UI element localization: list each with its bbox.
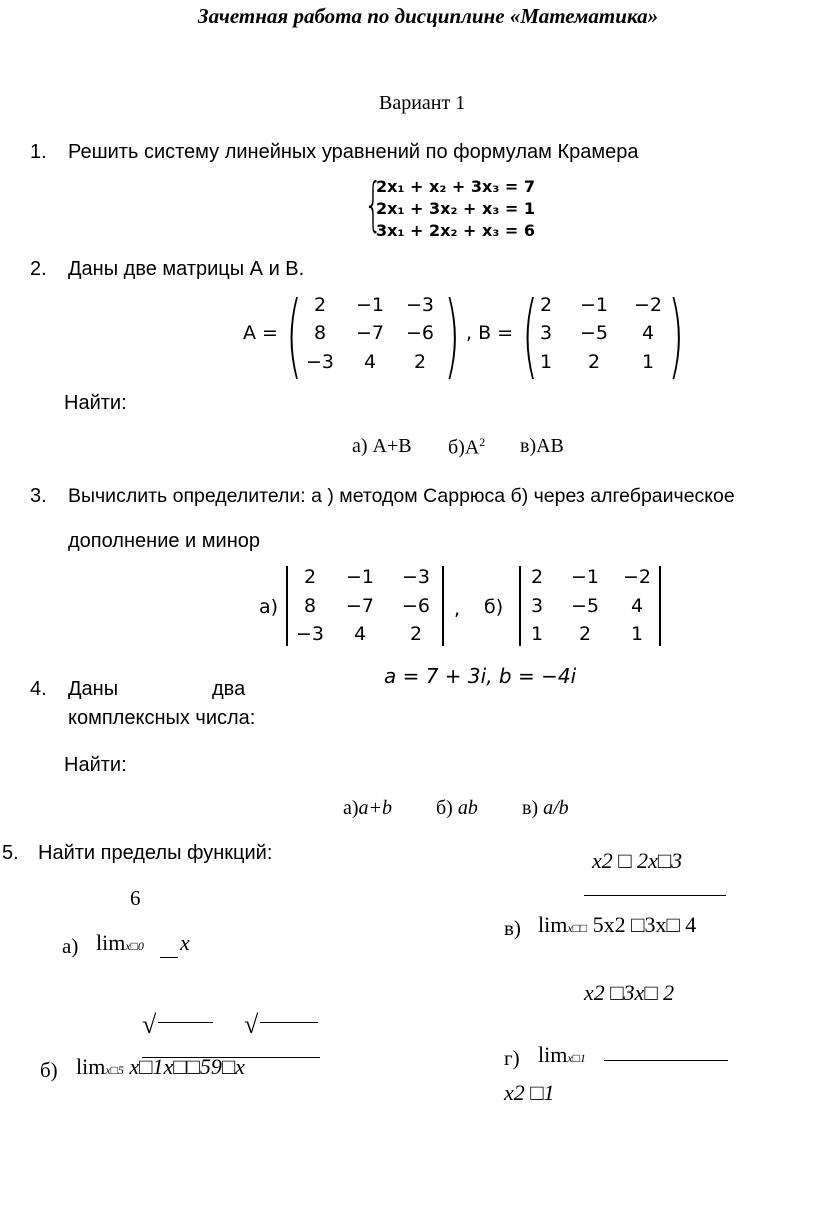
matrix-a-cell: 8 [313, 322, 327, 344]
limit-a-label: а) [62, 934, 79, 958]
limit-c-fraction-bar [584, 895, 726, 896]
linear-system [364, 170, 564, 246]
complex-numbers-formula: a = 7 + 3i, b = −4i [384, 664, 577, 688]
task2-part-b: $б)А^2$ [448, 435, 486, 459]
matrix-b-cell: 4 [641, 322, 655, 344]
limit-b-label: б) [40, 1058, 58, 1082]
task2-part-a: а) А+В [352, 435, 412, 457]
limit-a-denominator: x [180, 930, 190, 955]
det-a-cell: −3 [401, 566, 430, 588]
matrix-a-cell: 2 [313, 294, 327, 316]
matrix-b-cell: 2 [587, 351, 601, 373]
limit-b-radical-1-bar [158, 1022, 213, 1023]
limit-c-label: в) [504, 916, 521, 940]
det-b-cell: 2 [530, 566, 544, 588]
limit-a-expression: limx□0 [96, 930, 144, 955]
det-b-cell: 3 [530, 595, 544, 617]
limit-c-expression: limx□□ 5x2 □3x□ 4 [538, 912, 697, 937]
matrix-b-cell: 2 [539, 294, 553, 316]
task4-part-c: в) a/b [522, 797, 569, 819]
task3-text-line2: дополнение и минор [68, 530, 260, 552]
matrix-a [286, 282, 466, 389]
det-a-cell: −7 [345, 595, 374, 617]
task3-text-line1: Вычислить определители: а ) методом Саррюса б) через алгебраическое [68, 485, 735, 507]
task1-number: 1. [30, 141, 47, 163]
det-a-label: а) [259, 596, 279, 618]
task4-part-b: б) ab [436, 797, 478, 819]
matrix-a-cell: −1 [355, 294, 384, 316]
matrix-a-cell: 4 [363, 351, 377, 373]
limit-d-label: г) [504, 1046, 520, 1070]
det-b-cell: 1 [630, 623, 644, 645]
det-comma: , [454, 598, 461, 620]
det-a-cell: −1 [345, 566, 374, 588]
determinant-b [519, 564, 669, 650]
det-a-cell: 8 [303, 595, 317, 617]
matrix-a-left-paren: ( [286, 282, 303, 389]
matrix-a-cell: 2 [413, 351, 427, 373]
limit-c-numerator: x2 □ 2x□3 [592, 848, 683, 873]
limit-d-numerator: x2 □3x□ 2 [584, 980, 675, 1005]
matrix-b-label: , B = [466, 322, 514, 344]
matrix-b-cell: 3 [539, 322, 553, 344]
det-b-cell: 4 [630, 595, 644, 617]
task4-number: 4. [30, 678, 47, 700]
task4-word-2: два [212, 678, 246, 700]
matrix-a-cell: −6 [405, 322, 434, 344]
task5-text: Найти пределы функций: [38, 842, 273, 864]
task3-number: 3. [30, 485, 47, 507]
task4-line-2: комплексных числа: [68, 707, 256, 729]
det-a-cell: −6 [401, 595, 430, 617]
task2-number: 2. [30, 258, 47, 280]
matrix-b-left-paren: ( [522, 282, 539, 389]
system-equation-3: 3x₁ + 2x₂ + x₃ = 6 [376, 221, 536, 240]
det-b-cell: −1 [570, 566, 599, 588]
task2-find: Найти: [64, 392, 127, 414]
limit-b-radical-2-bar [260, 1022, 318, 1023]
matrix-b-cell: 1 [539, 351, 553, 373]
limit-d-lim: limx□1 [538, 1042, 586, 1067]
matrix-b-cell: 1 [641, 351, 655, 373]
det-a-cell: 2 [409, 623, 423, 645]
matrix-b-cell: −1 [579, 294, 608, 316]
matrix-a-cell: −7 [355, 322, 384, 344]
det-a-cell: 4 [353, 623, 367, 645]
task4-find: Найти: [64, 754, 127, 776]
limit-d-denominator: x2 □1 [504, 1080, 555, 1105]
matrix-b-cell: −2 [633, 294, 662, 316]
det-a-right-bar [442, 566, 444, 646]
system-equation-2: 2x₁ + 3x₂ + x₃ = 1 [376, 199, 536, 218]
det-b-cell: 1 [530, 623, 544, 645]
system-equation-1: 2x₁ + x₂ + 3x₃ = 7 [376, 177, 536, 196]
det-b-cell: 2 [578, 623, 592, 645]
task4-part-a: а)a+b [343, 797, 393, 819]
task1-text: Решить систему линейных уравнений по формулам Крамера [68, 141, 639, 163]
det-b-right-bar [659, 566, 661, 646]
task5-number: 5. [2, 842, 19, 864]
limit-d-fraction-bar [604, 1060, 728, 1061]
limit-a-numerator: 6 [130, 886, 141, 910]
matrix-a-cell: −3 [405, 294, 434, 316]
document-title: Зачетная работа по дисциплине «Математика» [197, 4, 659, 28]
matrix-b-cell: −5 [579, 322, 608, 344]
limit-b-expression: limx□5 x□1x□□59□x [76, 1054, 245, 1079]
det-a-cell: 2 [303, 566, 317, 588]
matrix-a-label: A = [243, 322, 278, 344]
det-b-cell: −2 [622, 566, 651, 588]
task2-part-c: в)АВ [520, 435, 564, 457]
system-brace: { [364, 170, 383, 238]
matrix-b-right-paren: ) [668, 282, 685, 389]
det-b-cell: −5 [570, 595, 599, 617]
matrix-a-cell: −3 [305, 351, 334, 373]
matrix-a-right-paren: ) [444, 282, 461, 389]
limit-a-fraction-bar [160, 957, 178, 958]
task2-text: Даны две матрицы А и В. [68, 258, 305, 280]
variant-heading: Вариант 1 [379, 92, 466, 114]
task4-word-1: Даны [68, 678, 119, 700]
matrix-b [522, 282, 692, 389]
limit-b-radical-1: √ [142, 1010, 157, 1039]
det-a-left-bar [286, 566, 288, 646]
limit-b-radical-2: √ [244, 1010, 259, 1039]
det-a-cell: −3 [295, 623, 324, 645]
determinant-a [286, 564, 456, 650]
det-b-label: б) [484, 596, 504, 618]
